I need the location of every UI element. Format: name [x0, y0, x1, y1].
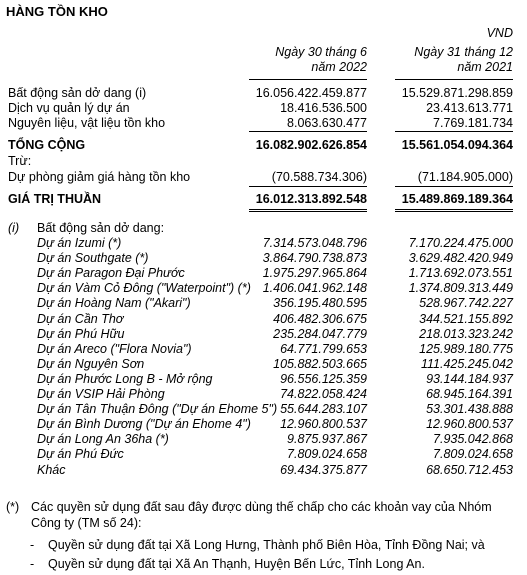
project-value-2021: 12.960.800.537	[426, 417, 513, 432]
row-value-2021: 7.769.181.734	[433, 116, 513, 130]
project-row	[0, 266, 527, 281]
project-value-2022: 356.195.480.595	[273, 296, 367, 311]
project-label: Dự án Phú Đức	[37, 447, 124, 462]
project-value-2021: 7.809.024.658	[433, 447, 513, 462]
subtotal-line	[395, 131, 513, 132]
net-row	[0, 192, 527, 207]
project-value-2022: 1.406.041.962.148	[262, 281, 367, 296]
project-value-2021: 218.013.323.242	[419, 326, 513, 341]
column-header-underline	[395, 79, 513, 80]
row-label: Bất động sản dở dang (i)	[8, 86, 147, 100]
provision-label: Dự phòng giảm giá hàng tồn kho	[8, 170, 191, 184]
project-row	[0, 432, 527, 447]
project-value-2021: 111.425.245.042	[421, 356, 513, 371]
project-value-2022: 105.882.503.665	[273, 356, 367, 371]
detail-heading: Bất động sản dở dang:	[37, 221, 165, 235]
provision-value-2022: (70.588.734.306)	[271, 170, 367, 184]
row-value-2022: 16.056.422.459.877	[255, 86, 367, 100]
project-value-2021: 528.967.742.227	[419, 296, 513, 311]
net-value-2021: 15.489.869.189.364	[401, 192, 513, 206]
column-header-line1: Ngày 30 tháng 6	[275, 45, 367, 59]
project-label: Dự án Vàm Cỏ Đông ("Waterpoint") (*)	[37, 281, 251, 296]
project-value-2021: 344.521.155.892	[419, 311, 513, 326]
subtotal-line	[249, 131, 367, 132]
project-row	[0, 402, 527, 417]
footnote-text: Các quyền sử dụng đất sau đây được dùng thế chấp cho các khoản vay của Nhóm Công ty (TM số 24):	[31, 500, 492, 530]
table-row	[0, 101, 527, 116]
project-row	[0, 357, 527, 372]
total-row	[0, 138, 527, 153]
project-label: Dự án Phú Hữu	[37, 326, 125, 341]
project-value-2022: 12.960.800.537	[280, 417, 367, 432]
project-row	[0, 296, 527, 311]
double-underline	[249, 211, 367, 212]
bullet-text: Quyền sử dụng đất tại Xã An Thạnh, Huyện Bến Lức, Tỉnh Long An.	[48, 557, 425, 571]
row-label: Dịch vụ quản lý dự án	[8, 101, 130, 115]
row-value-2022: 18.416.536.500	[280, 101, 367, 115]
bullet-text: Quyền sử dụng đất tại Xã Long Hưng, Thành phố Biên Hòa, Tỉnh Đồng Nai; và	[48, 538, 485, 552]
project-row	[0, 372, 527, 387]
double-underline	[395, 211, 513, 212]
project-value-2021: 3.629.482.420.949	[408, 251, 513, 266]
project-row	[0, 342, 527, 357]
project-value-2022: 1.975.297.965.864	[262, 266, 367, 281]
project-value-2022: 3.864.790.738.873	[262, 251, 367, 266]
project-value-2022: 74.822.058.424	[280, 387, 367, 401]
net-line	[395, 186, 513, 187]
project-value-2021: 68.650.712.453	[426, 462, 513, 477]
row-label: Nguyên liệu, vật liệu tồn kho	[8, 116, 166, 130]
net-line	[249, 186, 367, 187]
project-value-2021: 125.989.180.775	[419, 341, 513, 356]
project-value-2021: 93.144.184.937	[426, 371, 513, 386]
net-label: GIÁ TRỊ THUẦN	[8, 192, 102, 206]
double-underline	[395, 209, 513, 210]
currency-unit: VND	[486, 26, 513, 40]
project-row	[0, 236, 527, 251]
column-header-line2: năm 2021	[457, 60, 513, 74]
project-label: Dự án Southgate (*)	[37, 251, 149, 266]
provision-row	[0, 170, 527, 185]
project-row	[0, 251, 527, 266]
project-label: Dự án VSIP Hải Phòng	[37, 387, 165, 401]
project-label: Dự án Long An 36ha (*)	[37, 432, 169, 447]
net-value-2022: 16.012.313.892.548	[255, 192, 367, 206]
column-header-line2: năm 2022	[311, 60, 367, 74]
project-value-2022: 235.284.047.779	[273, 326, 367, 341]
project-row	[0, 447, 527, 462]
project-value-2021: 1.374.809.313.449	[408, 281, 513, 296]
detail-marker: (i)	[8, 221, 20, 235]
project-label: Dự án Tân Thuận Đông ("Dự án Ehome 5")	[37, 402, 278, 417]
project-value-2022: 69.434.375.877	[280, 462, 367, 477]
project-label: Dự án Hoàng Nam ("Akari")	[37, 296, 191, 311]
footnote-mark: (*)	[6, 500, 20, 514]
project-label: Khác	[37, 462, 66, 477]
row-value-2022: 8.063.630.477	[287, 116, 367, 130]
project-value-2021: 7.170.224.475.000	[408, 236, 513, 250]
project-label: Dự án Izumi (*)	[37, 236, 122, 250]
project-value-2021: 7.935.042.868	[433, 432, 513, 447]
project-row	[0, 312, 527, 327]
project-label: Dự án Paragon Đại Phước	[37, 266, 185, 281]
column-header-jun-2022	[249, 45, 367, 75]
project-value-2022: 9.875.937.867	[287, 432, 367, 447]
project-label: Dự án Nguyên Sơn	[37, 356, 145, 371]
project-row	[0, 327, 527, 342]
bullet-dash: -	[30, 538, 35, 552]
detail-heading-row	[0, 221, 527, 236]
table-row	[0, 86, 527, 101]
project-row	[0, 387, 527, 402]
total-label: TỔNG CỘNG	[8, 138, 86, 152]
project-label: Dự án Phước Long B - Mở rộng	[37, 371, 213, 386]
project-label: Dự án Areco ("Flora Novia")	[37, 341, 192, 356]
project-value-2021: 1.713.692.073.551	[408, 266, 513, 281]
double-underline	[249, 209, 367, 210]
project-value-2022: 406.482.306.675	[273, 311, 367, 326]
project-value-2022: 7.314.573.048.796	[262, 236, 367, 250]
project-value-2022: 7.809.024.658	[287, 447, 367, 462]
project-row	[0, 417, 527, 432]
column-header-dec-2021	[395, 45, 513, 75]
project-value-2022: 64.771.799.653	[280, 341, 367, 356]
total-value-2022: 16.082.902.626.854	[255, 138, 367, 152]
project-row	[0, 281, 527, 296]
less-label: Trừ:	[8, 154, 32, 168]
row-value-2021: 15.529.871.298.859	[401, 86, 513, 100]
column-header-underline	[249, 79, 367, 80]
bullet-dash: -	[30, 557, 35, 571]
table-row	[0, 116, 527, 131]
project-label: Dự án Cần Thơ	[37, 311, 124, 326]
project-value-2021: 53.301.438.888	[426, 402, 513, 417]
column-header-line1: Ngày 31 tháng 12	[414, 45, 513, 59]
row-value-2021: 23.413.613.771	[426, 101, 513, 115]
project-value-2022: 55.644.283.107	[280, 402, 367, 417]
project-label: Dự án Bình Dương ("Dự án Ehome 4")	[37, 417, 251, 432]
provision-value-2021: (71.184.905.000)	[417, 170, 513, 184]
project-value-2021: 68.945.164.391	[426, 387, 513, 401]
total-value-2021: 15.561.054.094.364	[401, 138, 513, 152]
project-value-2022: 96.556.125.359	[280, 371, 367, 386]
less-row	[0, 154, 527, 169]
project-row	[0, 463, 527, 478]
section-title: HÀNG TỒN KHO	[6, 4, 108, 19]
